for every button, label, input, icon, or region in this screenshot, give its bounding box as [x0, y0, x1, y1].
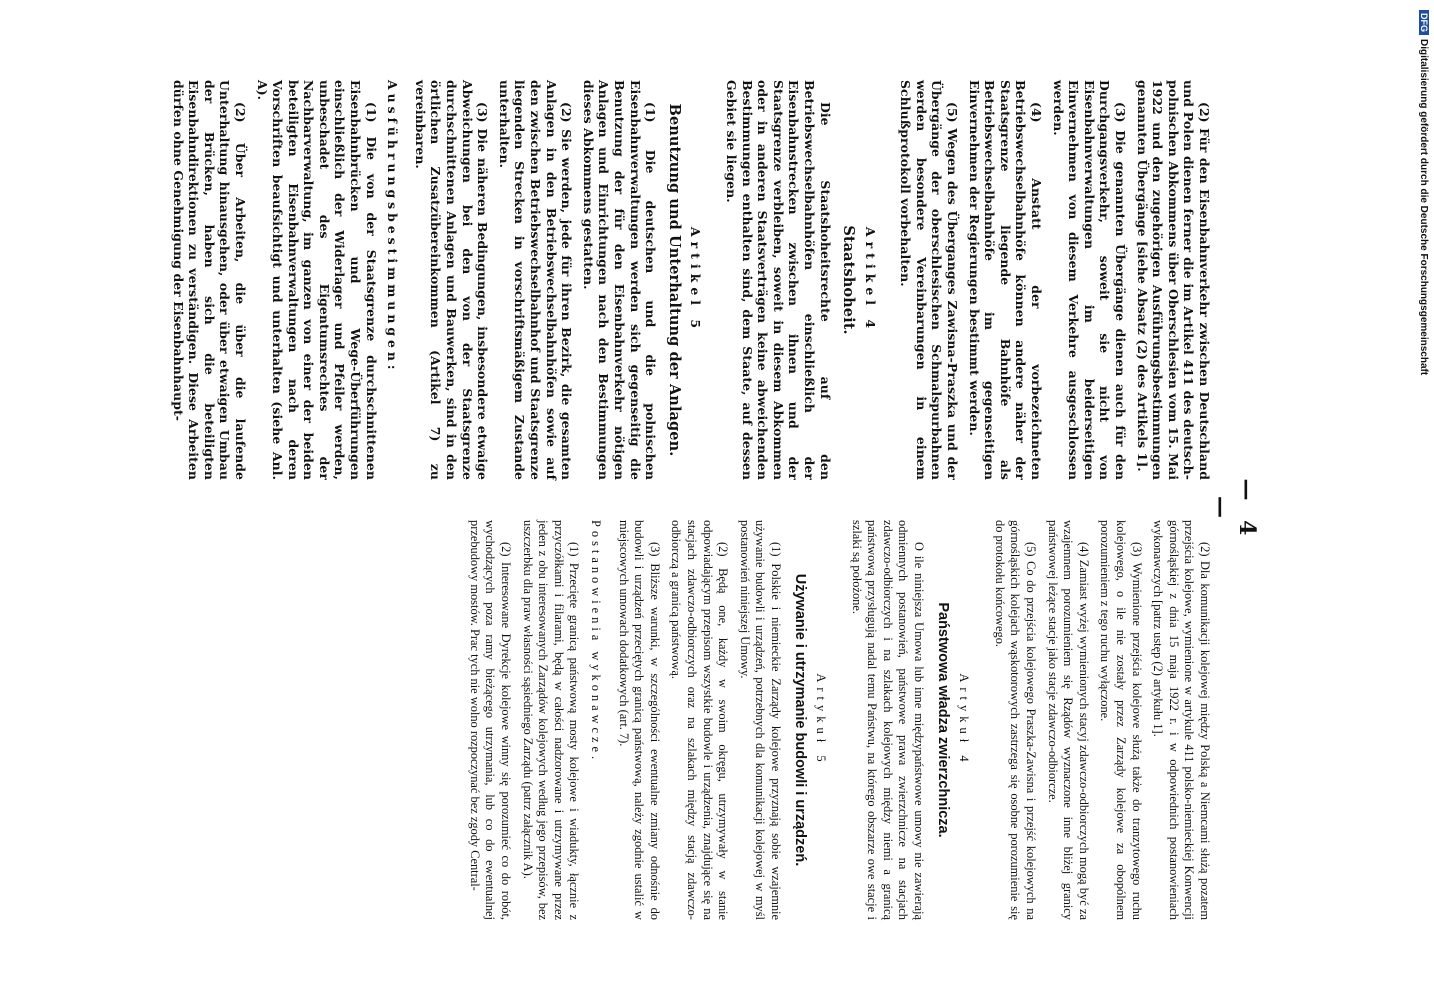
pl-article-5-label: Artykuł 5 [814, 673, 829, 767]
de-article-4-label: Artikel 4 [862, 226, 878, 334]
digitization-credit-text: Digitalisierung gefördert durch die Deutsche Forschungsgemeinschaft [1418, 39, 1429, 376]
pl-paragraph: (1) Polskie i niemieckie Zarządy kolejowe przyznają sobie wzajemnie używanie budowli i urządzeń, potrzebnych dla komunikacji kolejowej w myśl postanowień niniejszej Umowy. [737, 520, 783, 920]
pl-paragraph: (2) Interesowane Dyrekcje kolejowe winny się porozumieć co do robót, wychodzących poza ramy bieżącego utrzymania, lub co do ewentualnej przebudowy mostów. Prac tych nie wolno rozpoczynać bez zgody Central- [467, 520, 514, 920]
pl-paragraph: (5) Co do przejścia kolejowego Praszka-Zawisna i przejść kolejowych na górnośląskich kolejach wąskotorowych zastrzega się osobne porozumienie się do protokołu końcowego. [992, 520, 1039, 920]
pl-paragraph: (2) Będą one, każdy w swoim okręgu, utrzymywały w stanie odpowiadającym przepisom wszystkie budowle i urządzenia, znajdujące się na stacjach zdawczo-odbiorczych oraz na szlakach między stacją zdawczo-odbiorczą a granicą państwową. [669, 520, 731, 920]
de-article-5-label: Artikel 5 [688, 226, 704, 334]
pl-article-4-label: Artykuł 4 [957, 673, 972, 767]
de-paragraph: (2) Über Arbeiten, die über die laufende Unterhaltung hinausgehen, oder über etwaigen Umbau der Brücken, haben sich die beteiligten Eisenbahndirektionen zu verständigen. Diese Arbeiten dürfen ohne Genehmigung der Eisenbahnhaupt- [170, 80, 248, 480]
de-paragraph: (1) Die deutschen und die polnischen Eisenbahnverwaltungen werden sich gegenseitig die Benutzung der für den Eisenbahnverkehr nötigen Anlagen und Einrichtungen nach den Bestimmungen dieses Abkommens gestatten. [580, 80, 659, 480]
pl-article-5-heading: Używanie i utrzymanie budowli i urządzeń. [791, 573, 808, 867]
pl-paragraph: O ile niniejsza Umowa lub inne międzypaństwowe umowy nie zawierają odmiennych postanowień, państwowe prawa zwierzchnicze na stacjach zdawczo-odbiorczych i na szlakach kolejowych między niemi a granicą państwową przysługują nadal temu Państwu, na którego obszarze owe stacje i szlaki są położone. [849, 520, 927, 920]
digitization-sidebar [1418, 0, 1434, 1000]
dfg-logo: DFG [1419, 10, 1429, 35]
polish-column [460, 520, 1212, 920]
pl-paragraph: (4) Zamiast wyżej wymienionych stacyj zdawczo-odbiorczych mogą być za wzajemnem porozumieniem się Rządów wyznaczone inne bliżej granicy państwowej leżące stacje jako stacje zdawczo-odbiorcze. [1045, 520, 1091, 920]
german-column [164, 80, 1212, 480]
de-paragraph: (3) Die näheren Bedingungen, insbesondere etwaige Abweichungen bei den von der Staatsgrenze durchschnittenen Anlagen und Bauwerken, sind in den örtlichen Zusatzübereinkommen (Artikel 7) zu vereinbaren. [412, 80, 491, 480]
pl-paragraph: (2) Dla komunikacji kolejowej między Polską a Niemcami służą pozatem przejścia kolejowe, wymienione w artykule 411 polsko-niemieckiej Konwencji górnośląskiej z dnia 15 maja 1922 r. i w odpowiednich postanowieniach wykonawczych [patrz ustęp (2) artykułu 1]. [1151, 520, 1212, 920]
de-article-4-heading: Staatshoheit. [840, 225, 858, 335]
de-paragraph: (4) Anstatt der vorbezeichneten Betriebswechselbahnhöfe können andere näher der Staatsgrenze liegende Bahnhöfe als Betriebswechselbahnhöfe im gegenseitigen Einvernehmen der Regierungen bestimmt werden. [966, 80, 1045, 480]
pl-paragraph: (3) Bliższe warunki, w szczególności ewentualne zmiany odnośnie do budowli i urządzeń przeciętych granicą państwową, należy zgodnie ustalić w miejscowych umowach dodatkowych (art. 7). [616, 520, 662, 920]
de-paragraph: (2) Für den Eisenbahnverkehr zwischen Deutschland und Polen dienen ferner die im Artikel 411 des deutsch-polnischen Abkommens über Oberschlesien vom 15. Mai 1922 und den zugehörigen Ausführungsbestimmungen genannten Übergänge [siehe Absatz (2) des Artikels 1]. [1134, 80, 1212, 480]
pl-article-4-heading: Państwowa władza zwierzchnicza. [934, 602, 951, 838]
de-paragraph: (3) Die genannten Übergänge dienen auch für den Durchgangsverkehr, soweit sie nicht von Eisenbahnverwaltungen im beiderseitigen Einvernehmen von diesem Verkehre ausgeschlossen werden. [1050, 80, 1129, 480]
pl-paragraph: (3) Wymienione przejścia kolejowe służą także do tranzytowego ruchu kolejowego, o ile nie zostały przez Zarządy kolejowe za obopólnem porozumieniem z tego ruchu wyłączone. [1098, 520, 1144, 920]
de-article-5-heading: Benutzung und Unterhaltung der Anlagen. [665, 103, 683, 457]
pl-paragraph: (1) Przecięte granicą państwową mosty kolejowe i wiadukty, łącznie z przyczółkami i filarami, będą w całości nadzorowane i utrzymywane przez jeden z obu interesowanych Zarządów kolejowych według jego przepisów, bez uszczerbku dla praw własności sąsiedniego Zarządu (patrz załącznik A). [520, 520, 582, 920]
de-paragraph: (5) Wegen des Überganges Zawisna-Praszka und der Übergänge der oberschlesischen Schmalspurbahnen werden besondere Vereinbarungen in einem Schlußprotokoll vorbehalten. [898, 80, 961, 480]
de-paragraph: Die Staatshoheitsrechte auf den Betriebswechselbahnhöfen einschließlich der Eisenbahnstrecken zwischen ihnen und der Staatsgrenze verbleiben, soweit in diesem Abkommen oder in anderen Staatsverträgen keine abweichenden Bestimmungen enthalten sind, dem Staate, auf dessen Gebiet sie liegen. [723, 80, 833, 480]
pl-implementing-provisions-heading: Postanowienia wykonawcze. [589, 520, 603, 764]
de-implementing-provisions-heading: Ausführungsbestimmungen: [385, 80, 401, 374]
de-paragraph: (1) Die von der Staatsgrenze durchschnittenen Eisenbahnbrücken und Wege-Überführungen einschließlich der Widerlager und Pfeiler werden, unbeschadet des Eigentumsrechtes der Nachbarverwaltung, im ganzen von einer der beiden beteiligten Eisenbahnverwaltungen nach deren Vorschriften beaufsichtigt und unterhalten (siehe Anl. A). [254, 80, 379, 480]
digitization-credit [1418, 10, 1429, 375]
page-number: — 4 — [1208, 478, 1260, 542]
de-paragraph: (2) Sie werden, jede für ihren Bezirk, die gesamten Anlagen in den Betriebswechselbahnhöfen sowie auf den zwischen Betriebswechselbahnhof und Staatsgrenze liegenden Strecken in vorschriftsmäßigem Zustande unterhalten. [496, 80, 575, 480]
